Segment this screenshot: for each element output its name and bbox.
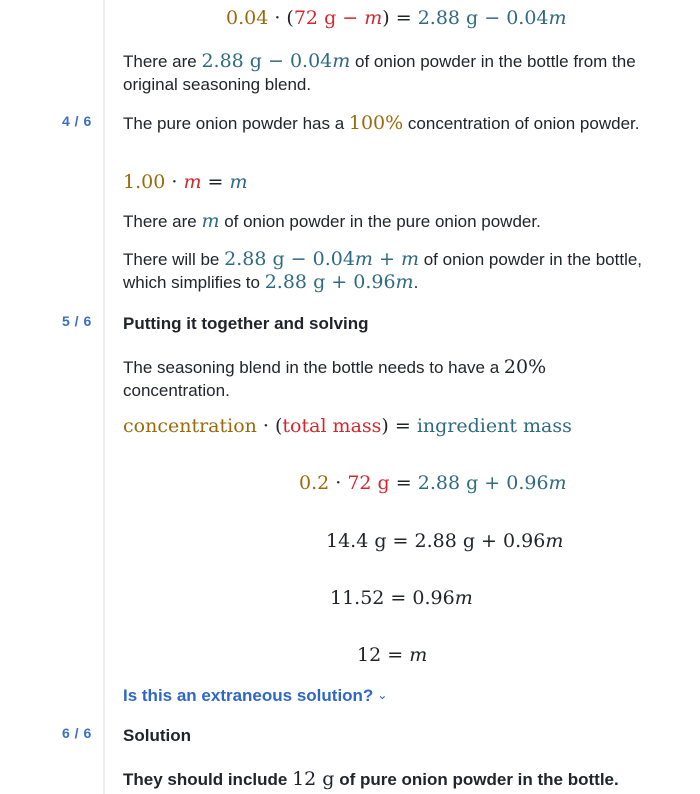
eq-result-var: m (548, 472, 567, 494)
extraneous-solution-label: Is this an extraneous solution? (123, 686, 374, 705)
math-expr-2: 2.88 g + 0.96 (264, 271, 396, 293)
eq-equals: = (201, 171, 230, 193)
eq-ingredient-mass: ingredient mass (416, 415, 572, 437)
solution-text (123, 768, 683, 791)
eq-result-var: m (229, 171, 248, 193)
equation-solve-2 (326, 530, 563, 552)
text-post: of onion powder in the bottle from the original seasoning blend. (123, 52, 636, 94)
eq-var: m (545, 530, 564, 552)
text-post: concentration of onion powder. (403, 114, 640, 133)
equation-pure-onion (123, 171, 248, 193)
eq-coef: 0.2 (299, 472, 330, 494)
text-mid: of onion powder in the bottle, which simplifies to (123, 250, 643, 292)
math-expr-1: 2.88 g − 0.04 (224, 248, 355, 270)
eq-var: m (183, 171, 202, 193)
chevron-down-icon: ⌄ (377, 688, 388, 702)
math-answer: 12 g (292, 768, 335, 790)
text-target-concentration (123, 356, 643, 402)
math-expr: 2.88 g − 0.04 (201, 50, 333, 72)
text-pre: There are (123, 52, 202, 71)
text-pure-onion-amount (123, 210, 643, 233)
step-number-6: 6 / 6 (62, 725, 92, 741)
equation-solve-3 (330, 587, 473, 609)
equation-general (123, 415, 572, 437)
equation-onion-from-blend (226, 7, 567, 29)
step-number-4: 4 / 6 (62, 113, 92, 129)
eq-result-var: m (548, 7, 567, 29)
eq-op: · ( (256, 415, 283, 437)
extraneous-solution-toggle[interactable] (123, 686, 387, 706)
text-pre: They should include (123, 770, 293, 789)
math-percent: 20% (503, 356, 547, 378)
text-post: of pure onion powder in the bottle. (334, 770, 619, 789)
eq-result: 2.88 g + 0.96 (417, 472, 549, 494)
eq-coef: 1.00 (123, 171, 166, 193)
eq-equals: ) = (382, 7, 418, 29)
math-percent: 100% (348, 112, 404, 134)
text-onion-from-blend (123, 50, 643, 96)
math-var-2: m (400, 248, 419, 270)
eq-var: m (454, 587, 473, 609)
eq-body: 14.4 g = 2.88 g + 0.96 (326, 530, 546, 552)
text-pre: The seasoning blend in the bottle needs to have a (123, 358, 504, 377)
equation-solve-1 (299, 472, 567, 494)
eq-var: m (409, 644, 428, 666)
eq-equals: ) = (381, 415, 417, 437)
eq-coef: 0.04 (226, 7, 269, 29)
eq-mass-unit: g − (318, 7, 365, 29)
text-pre: There are (123, 212, 202, 231)
equation-solve-4 (357, 644, 427, 666)
text-end: . (413, 273, 419, 292)
eq-total-mass: total mass (282, 415, 382, 437)
eq-op: · ( (268, 7, 294, 29)
eq-mass: 72 g (347, 472, 390, 494)
text-pre: There will be (123, 250, 225, 269)
eq-body: 11.52 = 0.96 (330, 587, 455, 609)
step-rail (103, 0, 105, 794)
eq-op: · (329, 472, 348, 494)
eq-op: · (165, 171, 184, 193)
text-total-onion (123, 248, 643, 294)
step-number-5: 5 / 6 (62, 313, 92, 329)
math-var: m (332, 50, 351, 72)
eq-result-rest: g − 0.04 (460, 7, 549, 29)
step-heading-6: Solution (123, 726, 191, 745)
text-post: of onion powder in the pure onion powder. (219, 212, 541, 231)
eq-result-num: 2.88 (417, 7, 460, 29)
math-var-1: m (354, 248, 373, 270)
eq-var: m (364, 7, 383, 29)
math-var-3: m (395, 271, 414, 293)
math-plus: + (372, 248, 401, 270)
text-pre: The pure onion powder has a (123, 114, 349, 133)
eq-body: 12 = (357, 644, 410, 666)
eq-mass-value: 72 (293, 7, 319, 29)
eq-concentration: concentration (123, 415, 257, 437)
text-post: concentration. (123, 381, 230, 400)
step-heading-5: Putting it together and solving (123, 314, 369, 333)
text-pure-concentration (123, 112, 643, 135)
eq-equals: = (389, 472, 418, 494)
math-var: m (201, 210, 220, 232)
